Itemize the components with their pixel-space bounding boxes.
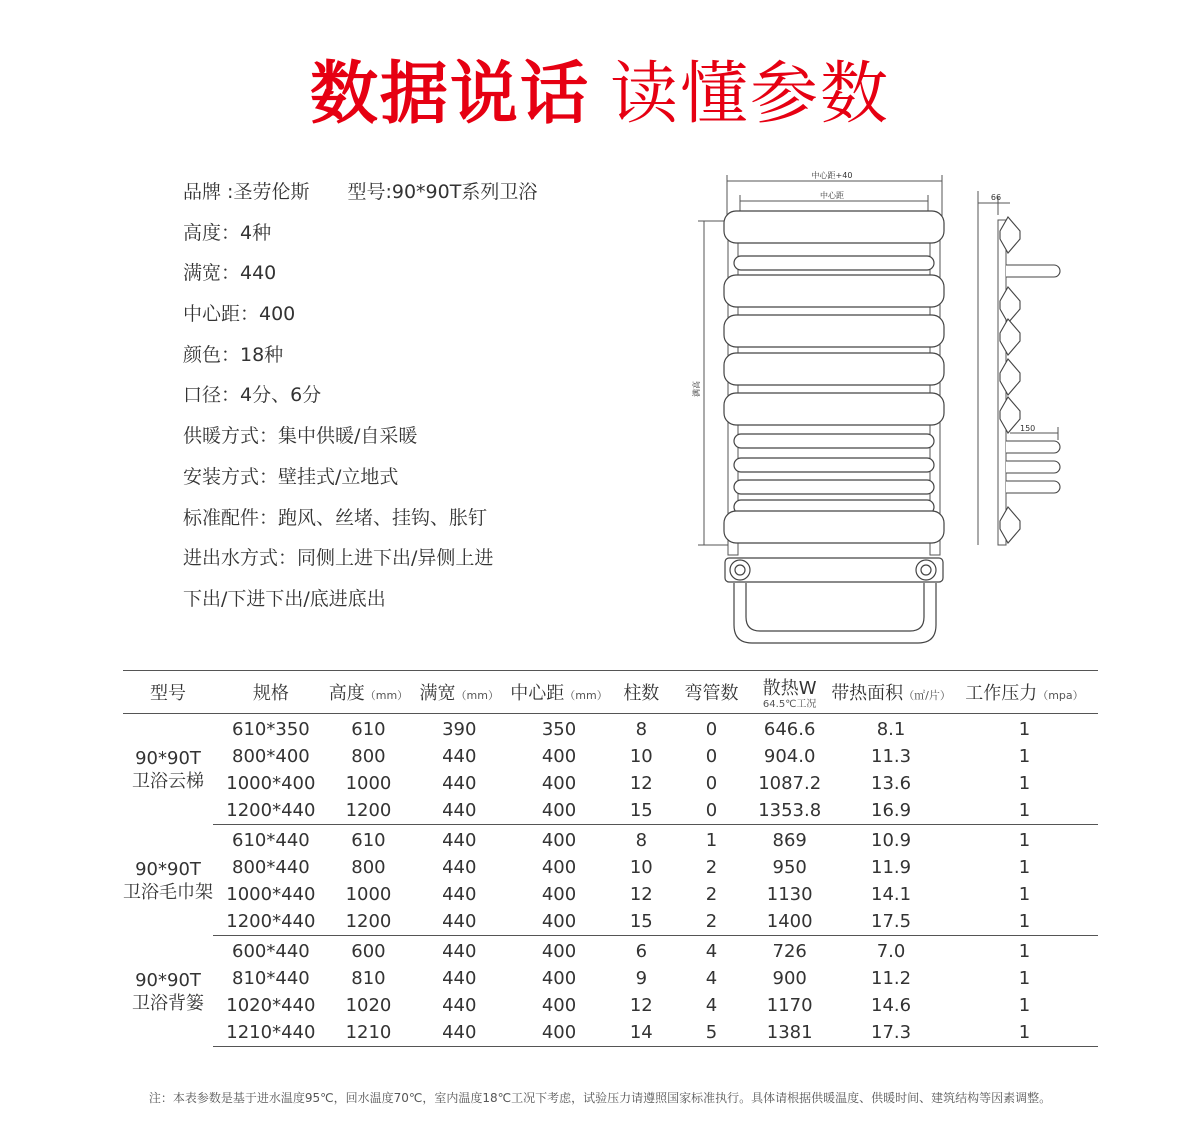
table-cell: 1170 bbox=[766, 995, 813, 1016]
spec-item: 中心距：400 bbox=[183, 303, 296, 326]
model-type: 卫浴云梯 bbox=[132, 771, 204, 793]
column-header-label: 带热面积 bbox=[831, 683, 904, 704]
table-cell: 390 bbox=[442, 719, 477, 740]
table-cell: 440 bbox=[408, 797, 510, 825]
column-header bbox=[831, 671, 951, 714]
spec-item: 供暖方式：集中供暖/自采暖 bbox=[183, 425, 418, 448]
table-cell: 1200*440 bbox=[213, 908, 329, 936]
table-cell: 1 bbox=[1018, 941, 1031, 962]
column-header bbox=[329, 671, 408, 714]
table-cell: 440 bbox=[442, 941, 477, 962]
column-header bbox=[608, 671, 675, 714]
table-cell: 800 bbox=[351, 857, 386, 878]
table-cell: 1 bbox=[1018, 746, 1031, 767]
table-cell: 440 bbox=[442, 773, 477, 794]
table-cell: 1 bbox=[1018, 995, 1031, 1016]
column-header-label: 满宽 bbox=[419, 683, 456, 704]
table-row bbox=[123, 1019, 1098, 1047]
table-cell: 1353.8 bbox=[748, 797, 831, 825]
table-cell: 1 bbox=[1018, 884, 1031, 905]
dim-label-offset: 150 bbox=[1020, 424, 1036, 433]
table-cell: 400 bbox=[541, 746, 577, 767]
table-cell: 400 bbox=[510, 908, 607, 936]
model-cell bbox=[123, 714, 213, 825]
radiator-tube bbox=[724, 211, 944, 243]
table-row bbox=[123, 992, 1098, 1019]
table-cell: 1000*400 bbox=[226, 773, 316, 794]
table-cell: 1000 bbox=[345, 773, 392, 794]
table-cell: 400 bbox=[541, 941, 577, 962]
column-header-label: 散热W bbox=[762, 678, 817, 699]
table-cell: 0 bbox=[705, 746, 718, 767]
table-row bbox=[123, 965, 1098, 992]
table-cell: 800 bbox=[351, 746, 386, 767]
radiator-bar bbox=[734, 458, 934, 472]
dim-label-height: 满高 bbox=[692, 381, 701, 397]
column-header-subtitle: 64.5℃工况 bbox=[762, 699, 817, 710]
footnote: 注：本表参数是基于进水温度95℃，回水温度70℃，室内温度18℃工况下考虑，试验压力请遵照国家标准执行。具体请根据供暖温度、供暖时间、建筑结构等因素调整。 bbox=[148, 1091, 1052, 1105]
table-cell: 11.2 bbox=[871, 968, 912, 989]
column-header-label: 高度 bbox=[328, 683, 365, 704]
table-cell: 726 bbox=[772, 941, 807, 962]
table-cell: 1 bbox=[1018, 857, 1031, 878]
spec-item: 进出水方式：同侧上进下出/异侧上进 bbox=[183, 547, 494, 570]
table-cell: 11.3 bbox=[871, 746, 912, 767]
table-cell: 1087.2 bbox=[758, 773, 822, 794]
column-header bbox=[748, 671, 831, 714]
table-cell: 1000*440 bbox=[226, 884, 316, 905]
column-header-label: 规格 bbox=[252, 683, 289, 704]
radiator-bar bbox=[734, 480, 934, 494]
table-cell: 1 bbox=[1018, 773, 1031, 794]
table-cell: 810 bbox=[351, 968, 386, 989]
table-cell: 1 bbox=[1018, 719, 1031, 740]
table-cell: 12 bbox=[629, 773, 653, 794]
table-cell: 400 bbox=[541, 968, 577, 989]
table-cell: 440 bbox=[408, 1019, 510, 1047]
table-cell: 904.0 bbox=[763, 746, 816, 767]
dim-label-center: 中心距 bbox=[820, 191, 844, 200]
model-code: 90*90T bbox=[135, 859, 201, 880]
spec-row-brand bbox=[183, 172, 537, 213]
table-cell: 610*440 bbox=[232, 830, 310, 851]
table-cell: 440 bbox=[442, 857, 477, 878]
table-cell: 1000 bbox=[345, 884, 392, 905]
column-header-unit: （mm） bbox=[564, 689, 608, 702]
table-row bbox=[123, 714, 1098, 744]
spec-list bbox=[183, 172, 537, 620]
table-cell: 14.1 bbox=[871, 884, 912, 905]
table-header-row bbox=[123, 671, 1098, 714]
title-part1: 数据说话 bbox=[309, 55, 590, 134]
spec-item: 标准配件：跑风、丝堵、挂钩、胀钉 bbox=[183, 506, 488, 529]
table-cell: 350 bbox=[541, 719, 577, 740]
model-cell bbox=[123, 825, 213, 936]
table-cell: 1200 bbox=[329, 797, 408, 825]
page-title bbox=[0, 55, 1200, 135]
model-code: 90*90T bbox=[135, 970, 201, 991]
dim-label-center-plus: 中心距+40 bbox=[811, 171, 853, 180]
column-header bbox=[675, 671, 748, 714]
table-cell: 1 bbox=[951, 797, 1098, 825]
table-cell: 600 bbox=[351, 941, 386, 962]
column-header-unit: （mpa） bbox=[1037, 689, 1084, 702]
table-cell: 1020 bbox=[345, 995, 392, 1016]
side-bar-profile bbox=[1006, 481, 1060, 493]
table-cell: 1200 bbox=[329, 908, 408, 936]
table-cell: 8 bbox=[635, 719, 648, 740]
parameter-table bbox=[123, 670, 1098, 1047]
table-cell: 15 bbox=[608, 797, 675, 825]
towel-bar bbox=[734, 583, 936, 643]
table-cell: 440 bbox=[442, 830, 477, 851]
table-cell: 1 bbox=[705, 830, 718, 851]
table-cell: 17.5 bbox=[831, 908, 951, 936]
table-cell: 1 bbox=[1018, 830, 1031, 851]
table-cell: 1 bbox=[1018, 968, 1031, 989]
table-cell: 1400 bbox=[748, 908, 831, 936]
table-cell: 0 bbox=[705, 719, 718, 740]
table-cell: 14 bbox=[608, 1019, 675, 1047]
table-cell: 12 bbox=[629, 995, 653, 1016]
spec-item: 满宽：440 bbox=[183, 262, 277, 285]
column-header-label: 工作压力 bbox=[965, 683, 1038, 704]
spec-item: 安装方式：壁挂式/立地式 bbox=[183, 465, 399, 488]
column-header bbox=[213, 671, 329, 714]
bottom-header bbox=[725, 558, 943, 582]
table-row bbox=[123, 881, 1098, 908]
column-header-unit: （mm） bbox=[455, 689, 499, 702]
table-row bbox=[123, 854, 1098, 881]
column-header bbox=[408, 671, 510, 714]
table-cell: 9 bbox=[635, 968, 648, 989]
table-cell: 600*440 bbox=[232, 941, 310, 962]
table-cell: 0 bbox=[675, 797, 748, 825]
table-cell: 1381 bbox=[748, 1019, 831, 1047]
column-header bbox=[510, 671, 607, 714]
column-header-label: 中心距 bbox=[510, 683, 565, 704]
radiator-tube bbox=[724, 393, 944, 425]
table-cell: 1020*440 bbox=[226, 995, 316, 1016]
dim-label-depth: 66 bbox=[990, 193, 1002, 202]
side-bar-profile bbox=[1006, 441, 1060, 453]
table-cell: 800*400 bbox=[232, 746, 310, 767]
table-cell: 1 bbox=[951, 908, 1098, 936]
side-bar-profile bbox=[1006, 265, 1060, 277]
table-row bbox=[123, 743, 1098, 770]
table-cell: 869 bbox=[772, 830, 807, 851]
spec-item: 高度：4种 bbox=[183, 221, 272, 244]
model-type: 卫浴背篓 bbox=[132, 993, 204, 1014]
table-cell: 900 bbox=[772, 968, 807, 989]
table-cell: 6 bbox=[635, 941, 648, 962]
table-row bbox=[123, 908, 1098, 936]
table-cell: 15 bbox=[608, 908, 675, 936]
table-cell: 646.6 bbox=[763, 719, 816, 740]
table-cell: 7.0 bbox=[876, 941, 906, 962]
table-cell: 8.1 bbox=[876, 719, 906, 740]
radiator-tube bbox=[724, 511, 944, 543]
table-row bbox=[123, 825, 1098, 855]
radiator-tube bbox=[724, 353, 944, 385]
table-cell: 610 bbox=[351, 830, 386, 851]
table-row bbox=[123, 936, 1098, 966]
model-code: 90*90T bbox=[135, 748, 201, 770]
table-cell: 950 bbox=[772, 857, 807, 878]
table-cell: 4 bbox=[705, 941, 718, 962]
table-cell: 1130 bbox=[766, 884, 813, 905]
table-cell: 400 bbox=[510, 797, 607, 825]
table-cell: 16.9 bbox=[831, 797, 951, 825]
table-cell: 400 bbox=[541, 857, 577, 878]
column-header-label: 型号 bbox=[150, 683, 186, 704]
radiator-technical-drawing bbox=[680, 165, 1100, 655]
table-cell: 1200*440 bbox=[213, 797, 329, 825]
table-cell: 2 bbox=[705, 884, 718, 905]
table-cell: 4 bbox=[705, 968, 718, 989]
table-row bbox=[123, 797, 1098, 825]
table-cell: 10 bbox=[629, 857, 653, 878]
table-cell: 10.9 bbox=[871, 830, 912, 851]
table-cell: 12 bbox=[629, 884, 653, 905]
table-cell: 440 bbox=[442, 968, 477, 989]
table-cell: 2 bbox=[705, 857, 718, 878]
radiator-bar bbox=[734, 434, 934, 448]
table-cell: 440 bbox=[408, 908, 510, 936]
table-cell: 14.6 bbox=[871, 995, 912, 1016]
table-cell: 4 bbox=[705, 995, 718, 1016]
table-cell: 400 bbox=[510, 1019, 607, 1047]
side-bar-profile bbox=[1006, 461, 1060, 473]
table-cell: 400 bbox=[541, 830, 577, 851]
table-cell: 5 bbox=[675, 1019, 748, 1047]
column-header bbox=[951, 671, 1098, 714]
radiator-tube bbox=[724, 315, 944, 347]
column-header-unit: （mm） bbox=[364, 689, 409, 702]
table-cell: 1210*440 bbox=[213, 1019, 329, 1047]
table-cell: 17.3 bbox=[831, 1019, 951, 1047]
column-header bbox=[123, 671, 213, 714]
column-header-label: 弯管数 bbox=[684, 683, 739, 704]
table-cell: 0 bbox=[705, 773, 718, 794]
column-header-label: 柱数 bbox=[623, 683, 660, 704]
model-cell bbox=[123, 936, 213, 1047]
table-cell: 400 bbox=[541, 884, 577, 905]
table-cell: 800*440 bbox=[232, 857, 310, 878]
radiator-tube bbox=[724, 275, 944, 307]
table-cell: 440 bbox=[442, 884, 477, 905]
table-cell: 810*440 bbox=[232, 968, 310, 989]
spec-brand: 品牌 :圣劳伦斯 bbox=[183, 181, 310, 203]
table-cell: 1210 bbox=[329, 1019, 408, 1047]
table-cell: 440 bbox=[442, 995, 477, 1016]
radiator-bar bbox=[734, 256, 934, 270]
table-cell: 440 bbox=[442, 746, 477, 767]
spec-item: 颜色：18种 bbox=[183, 343, 284, 366]
table-cell: 10 bbox=[629, 746, 653, 767]
table-cell: 400 bbox=[541, 995, 577, 1016]
spec-item: 口径：4分、6分 bbox=[183, 384, 322, 407]
table-cell: 2 bbox=[675, 908, 748, 936]
spec-model: 型号:90*90T系列卫浴 bbox=[347, 181, 538, 203]
model-type: 卫浴毛巾架 bbox=[123, 882, 213, 903]
title-part2: 读懂参数 bbox=[610, 55, 891, 134]
spec-item: 下出/下进下出/底进底出 bbox=[183, 587, 386, 610]
table-cell: 400 bbox=[541, 773, 577, 794]
column-header-unit: （㎡/片） bbox=[903, 689, 951, 702]
table-cell: 8 bbox=[635, 830, 648, 851]
table-cell: 610*350 bbox=[232, 719, 310, 740]
table-cell: 11.9 bbox=[871, 857, 912, 878]
table-cell: 610 bbox=[351, 719, 386, 740]
table-row bbox=[123, 770, 1098, 797]
table-cell: 13.6 bbox=[871, 773, 912, 794]
table-cell: 1 bbox=[951, 1019, 1098, 1047]
